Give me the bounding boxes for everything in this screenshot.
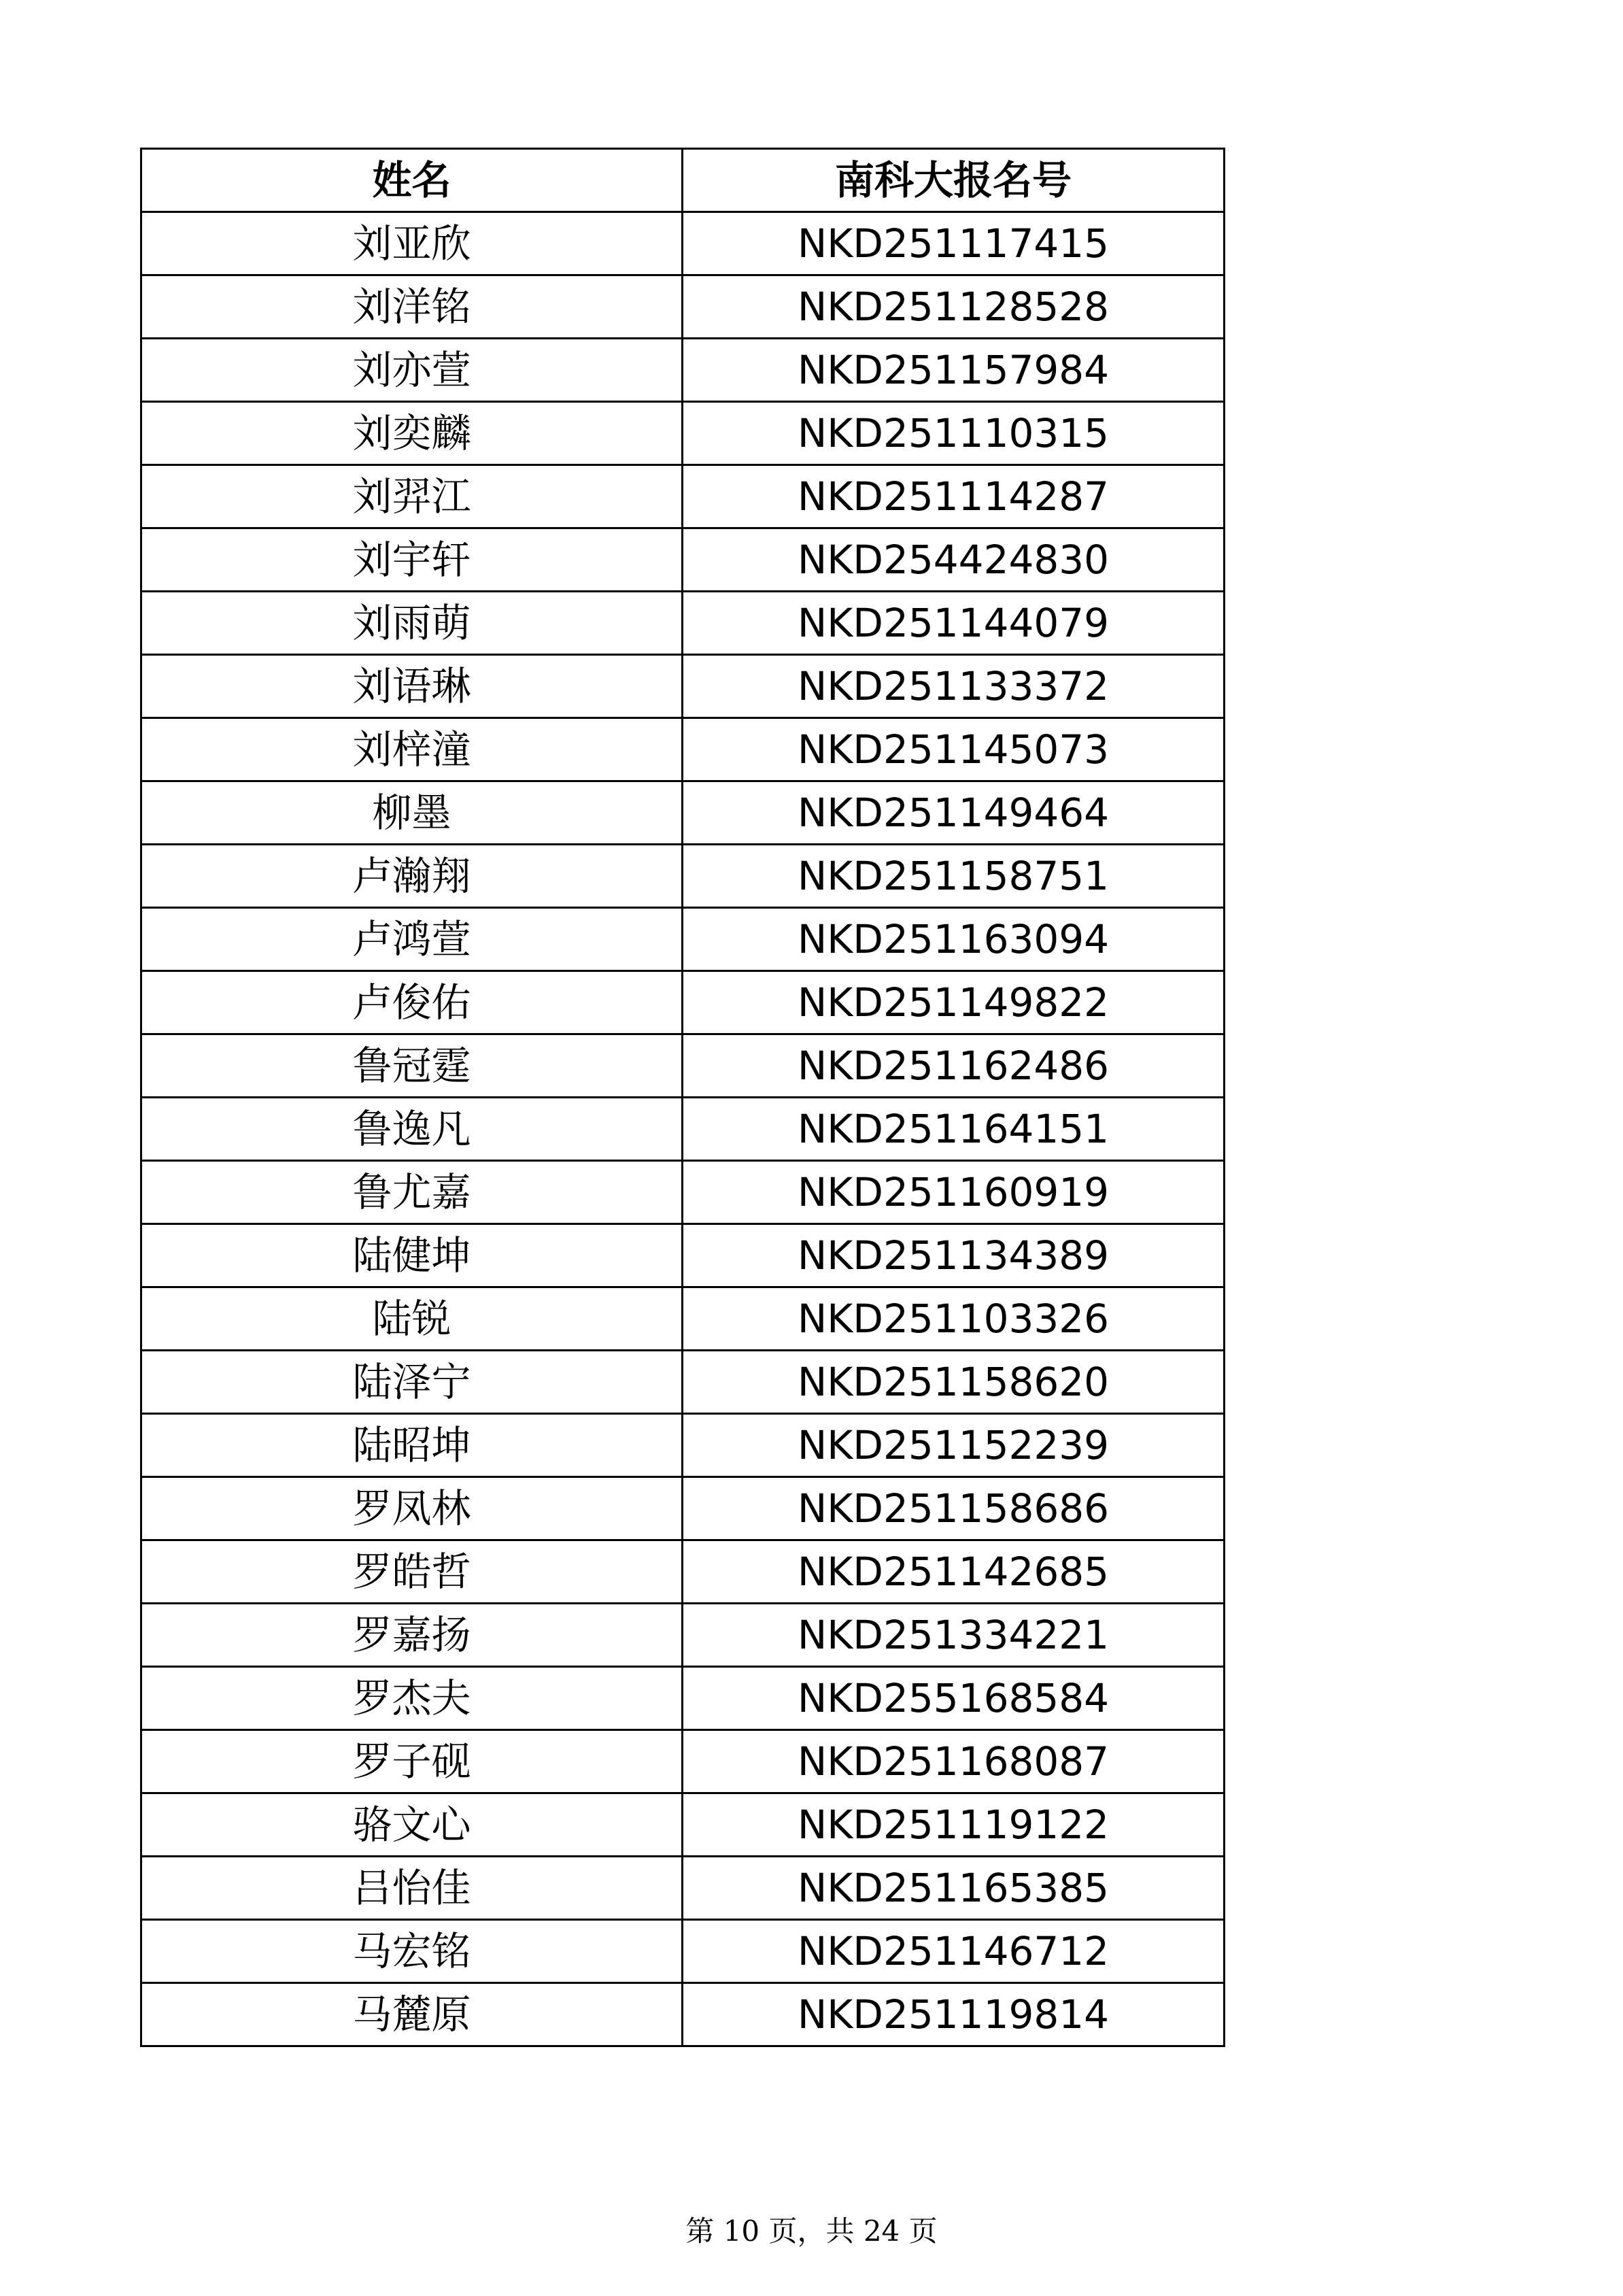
cell-name: 鲁尤嘉 — [141, 1161, 683, 1224]
table-row — [141, 1287, 1225, 1351]
cell-name: 马麓原 — [141, 1983, 683, 2046]
cell-registration-number: NKD251103326 — [683, 1287, 1225, 1351]
cell-name: 陆泽宁 — [141, 1351, 683, 1414]
cell-registration-number: NKD255168584 — [683, 1667, 1225, 1730]
cell-registration-number: NKD251119122 — [683, 1793, 1225, 1857]
cell-name: 骆文心 — [141, 1793, 683, 1857]
cell-name: 刘梓潼 — [141, 718, 683, 781]
cell-name: 罗皓哲 — [141, 1540, 683, 1604]
cell-registration-number: NKD251146712 — [683, 1920, 1225, 1983]
cell-registration-number: NKD251163094 — [683, 908, 1225, 971]
cell-name: 刘语琳 — [141, 655, 683, 718]
table-row — [141, 592, 1225, 655]
cell-registration-number: NKD251117415 — [683, 212, 1225, 275]
cell-registration-number: NKD251149464 — [683, 781, 1225, 845]
cell-registration-number: NKD251144079 — [683, 592, 1225, 655]
cell-registration-number: NKD251162486 — [683, 1034, 1225, 1098]
table-row — [141, 1920, 1225, 1983]
table-row — [141, 845, 1225, 908]
cell-registration-number: NKD251164151 — [683, 1098, 1225, 1161]
table-body — [141, 212, 1225, 2046]
cell-registration-number: NKD251119814 — [683, 1983, 1225, 2046]
table-row — [141, 1414, 1225, 1477]
table-row — [141, 1224, 1225, 1287]
cell-name: 刘洋铭 — [141, 275, 683, 339]
cell-registration-number: NKD251149822 — [683, 971, 1225, 1034]
cell-name: 陆健坤 — [141, 1224, 683, 1287]
cell-name: 卢瀚翔 — [141, 845, 683, 908]
cell-name: 刘宇轩 — [141, 528, 683, 592]
table-row — [141, 402, 1225, 465]
table-row — [141, 1034, 1225, 1098]
table-row — [141, 781, 1225, 845]
cell-registration-number: NKD251158751 — [683, 845, 1225, 908]
cell-registration-number: NKD254424830 — [683, 528, 1225, 592]
table-row — [141, 339, 1225, 402]
cell-registration-number: NKD251158686 — [683, 1477, 1225, 1540]
cell-registration-number: NKD251152239 — [683, 1414, 1225, 1477]
page-footer: 第 10 页，共 24 页 — [685, 2214, 938, 2248]
cell-name: 鲁冠霆 — [141, 1034, 683, 1098]
cell-name: 马宏铭 — [141, 1920, 683, 1983]
table-row — [141, 1857, 1225, 1920]
cell-registration-number: NKD251165385 — [683, 1857, 1225, 1920]
cell-name: 陆昭坤 — [141, 1414, 683, 1477]
cell-registration-number: NKD251157984 — [683, 339, 1225, 402]
header-registration-number: 南科大报名号 — [683, 149, 1225, 212]
table-row — [141, 275, 1225, 339]
roster-table — [140, 148, 1225, 2047]
cell-name: 刘雨萌 — [141, 592, 683, 655]
cell-name: 罗凤林 — [141, 1477, 683, 1540]
cell-registration-number: NKD251334221 — [683, 1604, 1225, 1667]
table-row — [141, 1604, 1225, 1667]
table-header-row — [141, 149, 1225, 212]
table-row — [141, 1351, 1225, 1414]
cell-registration-number: NKD251142685 — [683, 1540, 1225, 1604]
table-row — [141, 1098, 1225, 1161]
table-row — [141, 1730, 1225, 1793]
cell-name: 刘亚欣 — [141, 212, 683, 275]
cell-name: 刘亦萱 — [141, 339, 683, 402]
table-row — [141, 528, 1225, 592]
cell-name: 吕怡佳 — [141, 1857, 683, 1920]
header-name: 姓名 — [141, 149, 683, 212]
table-row — [141, 1161, 1225, 1224]
cell-name: 鲁逸凡 — [141, 1098, 683, 1161]
cell-registration-number: NKD251158620 — [683, 1351, 1225, 1414]
table-row — [141, 212, 1225, 275]
table-row — [141, 1477, 1225, 1540]
table-row — [141, 465, 1225, 528]
table-row — [141, 1540, 1225, 1604]
table-row — [141, 971, 1225, 1034]
cell-name: 卢俊佑 — [141, 971, 683, 1034]
cell-name: 柳墨 — [141, 781, 683, 845]
table-row — [141, 718, 1225, 781]
table-row — [141, 655, 1225, 718]
cell-registration-number: NKD251114287 — [683, 465, 1225, 528]
cell-name: 陆锐 — [141, 1287, 683, 1351]
cell-name: 罗子砚 — [141, 1730, 683, 1793]
cell-registration-number: NKD251160919 — [683, 1161, 1225, 1224]
cell-name: 罗杰夫 — [141, 1667, 683, 1730]
cell-registration-number: NKD251110315 — [683, 402, 1225, 465]
cell-name: 罗嘉扬 — [141, 1604, 683, 1667]
cell-registration-number: NKD251134389 — [683, 1224, 1225, 1287]
cell-registration-number: NKD251145073 — [683, 718, 1225, 781]
cell-registration-number: NKD251133372 — [683, 655, 1225, 718]
cell-name: 刘羿江 — [141, 465, 683, 528]
table-row — [141, 1793, 1225, 1857]
table-row — [141, 908, 1225, 971]
cell-name: 卢鸿萱 — [141, 908, 683, 971]
cell-name: 刘奕麟 — [141, 402, 683, 465]
cell-registration-number: NKD251128528 — [683, 275, 1225, 339]
cell-registration-number: NKD251168087 — [683, 1730, 1225, 1793]
table-row — [141, 1983, 1225, 2046]
table-row — [141, 1667, 1225, 1730]
